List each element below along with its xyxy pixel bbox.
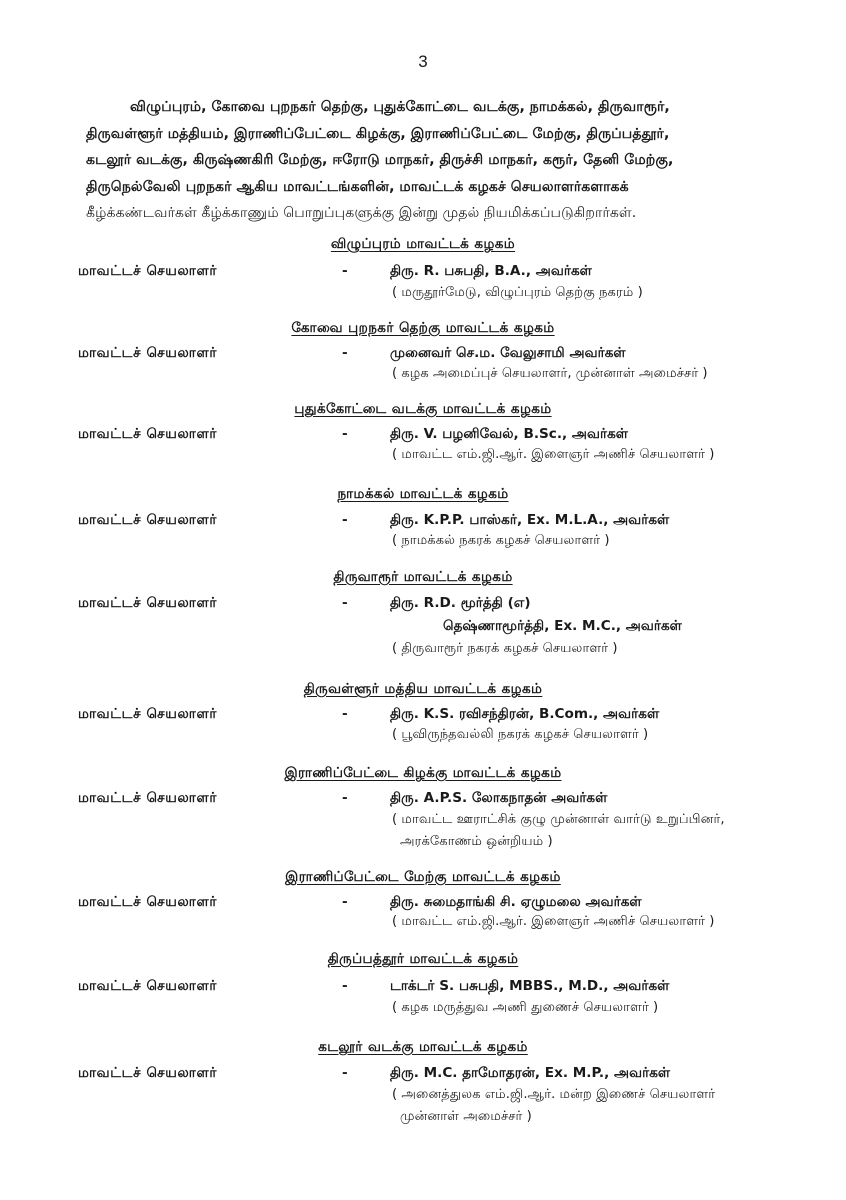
appointee-note: ( நாமக்கல் நகரக் கழகச் செயலாளர் ) — [392, 533, 610, 548]
role-label: மாவட்டச் செயலாளர் — [78, 706, 218, 722]
appointee-name: திரு. R. பசுபதி, B.A., அவர்கள் — [390, 263, 592, 279]
appointee-name: திரு. சுமைதாங்கி சி. ஏழுமலை அவர்கள் — [390, 894, 642, 910]
dash-separator: - — [342, 263, 348, 279]
role-label: மாவட்டச் செயலாளர் — [78, 595, 218, 611]
appointee-name: திரு. R.D. மூர்த்தி (எ) — [390, 595, 531, 611]
dash-separator: - — [342, 512, 348, 528]
appointee-note: ( திருவாரூர் நகரக் கழகச் செயலாளர் ) — [392, 641, 618, 656]
appointee-note: ( அனைத்துலக எம்.ஜி.ஆர். மன்ற இணைச் செயலாளர் — [392, 1087, 716, 1102]
intro-line: திருநெல்வேலி புறநகர் ஆகிய மாவட்டங்களின், மாவட்டக் கழகச் செயலாளர்களாகக் — [86, 178, 629, 195]
role-label: மாவட்டச் செயலாளர் — [78, 894, 218, 910]
district-heading: திருவாரூர் மாவட்டக் கழகம் — [333, 570, 513, 585]
role-label: மாவட்டச் செயலாளர் — [78, 790, 218, 806]
district-heading: நாமக்கல் மாவட்டக் கழகம் — [337, 487, 509, 502]
appointee-name-continued: தெஷ்ணாமூர்த்தி, Ex. M.C., அவர்கள் — [443, 618, 682, 634]
appointee-name: டாக்டர் S. பசுபதி, MBBS., M.D., அவர்கள் — [390, 978, 670, 994]
intro-paragraph — [86, 94, 776, 227]
district-heading: இராணிப்பேட்டை மேற்கு மாவட்டக் கழகம் — [285, 870, 561, 885]
role-label: மாவட்டச் செயலாளர் — [78, 345, 218, 361]
dash-separator: - — [342, 1065, 348, 1081]
intro-line: திருவள்ளூர் மத்தியம், இராணிப்பேட்டை கிழக்கு, இராணிப்பேட்டை மேற்கு, திருப்பத்தூர், — [86, 125, 670, 142]
appointee-name: திரு. A.P.S. லோகநாதன் அவர்கள் — [390, 790, 608, 806]
dash-separator: - — [342, 978, 348, 994]
district-heading: திருவள்ளூர் மத்திய மாவட்டக் கழகம் — [303, 682, 543, 697]
district-heading: விழுப்புரம் மாவட்டக் கழகம் — [330, 237, 516, 252]
appointee-note: ( மாவட்ட ஊராட்சிக் குழு முன்னாள் வார்டு உறுப்பினர், — [392, 812, 725, 827]
district-heading: திருப்பத்தூர் மாவட்டக் கழகம் — [327, 952, 519, 967]
role-label: மாவட்டச் செயலாளர் — [78, 1065, 218, 1081]
appointee-note: ( கழக அமைப்புச் செயலாளர், முன்னாள் அமைச்சர் ) — [392, 366, 708, 381]
appointee-name: திரு. K.S. ரவிசந்திரன், B.Com., அவர்கள் — [390, 706, 660, 722]
appointee-note-continued: முன்னாள் அமைச்சர் ) — [400, 1109, 532, 1124]
district-heading: இராணிப்பேட்டை கிழக்கு மாவட்டக் கழகம் — [284, 766, 562, 781]
role-label: மாவட்டச் செயலாளர் — [78, 978, 218, 994]
appointee-note: ( கழக மருத்துவ அணி துணைச் செயலாளர் ) — [392, 1000, 659, 1015]
appointee-name: திரு. V. பழனிவேல், B.Sc., அவர்கள் — [390, 426, 629, 442]
role-label: மாவட்டச் செயலாளர் — [78, 263, 218, 279]
intro-line: விழுப்புரம், கோவை புறநகர் தெற்கு, புதுக்கோட்டை வடக்கு, நாமக்கல், திருவாரூர், — [130, 99, 670, 115]
appointee-note: ( மாவட்ட எம்.ஜி.ஆர். இளைஞர் அணிச் செயலாளர் ) — [392, 914, 715, 929]
dash-separator: - — [342, 345, 348, 361]
dash-separator: - — [342, 790, 348, 806]
district-heading: கடலூர் வடக்கு மாவட்டக் கழகம் — [318, 1040, 528, 1055]
appointee-note: ( மாவட்ட எம்.ஜி.ஆர். இளைஞர் அணிச் செயலாளர் ) — [392, 447, 715, 462]
dash-separator: - — [342, 595, 348, 611]
appointee-note-continued: அரக்கோணம் ஒன்றியம் ) — [400, 834, 553, 849]
appointee-name: முனைவர் செ.ம. வேலுசாமி அவர்கள் — [390, 345, 626, 361]
dash-separator: - — [342, 426, 348, 442]
role-label: மாவட்டச் செயலாளர் — [78, 426, 218, 442]
appointee-name: திரு. M.C. தாமோதரன், Ex. M.P., அவர்கள் — [390, 1065, 671, 1081]
district-heading: கோவை புறநகர் தெற்கு மாவட்டக் கழகம் — [291, 321, 555, 336]
appointee-note: ( பூவிருந்தவல்லி நகரக் கழகச் செயலாளர் ) — [392, 727, 649, 742]
intro-line: கடலூர் வடக்கு, கிருஷ்ணகிரி மேற்கு, ஈரோடு மாநகர், திருச்சி மாநகர், கரூர், தேனி மேற்கு, — [86, 152, 674, 168]
role-label: மாவட்டச் செயலாளர் — [78, 512, 218, 528]
page-number: 3 — [418, 52, 428, 71]
intro-line: கீழ்க்கண்டவர்கள் கீழ்க்காணும் பொறுப்புகளுக்கு இன்று முதல் நியமிக்கப்படுகிறார்கள். — [86, 205, 637, 221]
dash-separator: - — [342, 706, 348, 722]
appointee-name: திரு. K.P.P. பாஸ்கர், Ex. M.L.A., அவர்கள் — [390, 512, 670, 528]
district-heading: புதுக்கோட்டை வடக்கு மாவட்டக் கழகம் — [294, 402, 552, 417]
dash-separator: - — [342, 894, 348, 910]
appointee-note: ( மருதூர்மேடு, விழுப்புரம் தெற்கு நகரம் ) — [392, 285, 643, 300]
